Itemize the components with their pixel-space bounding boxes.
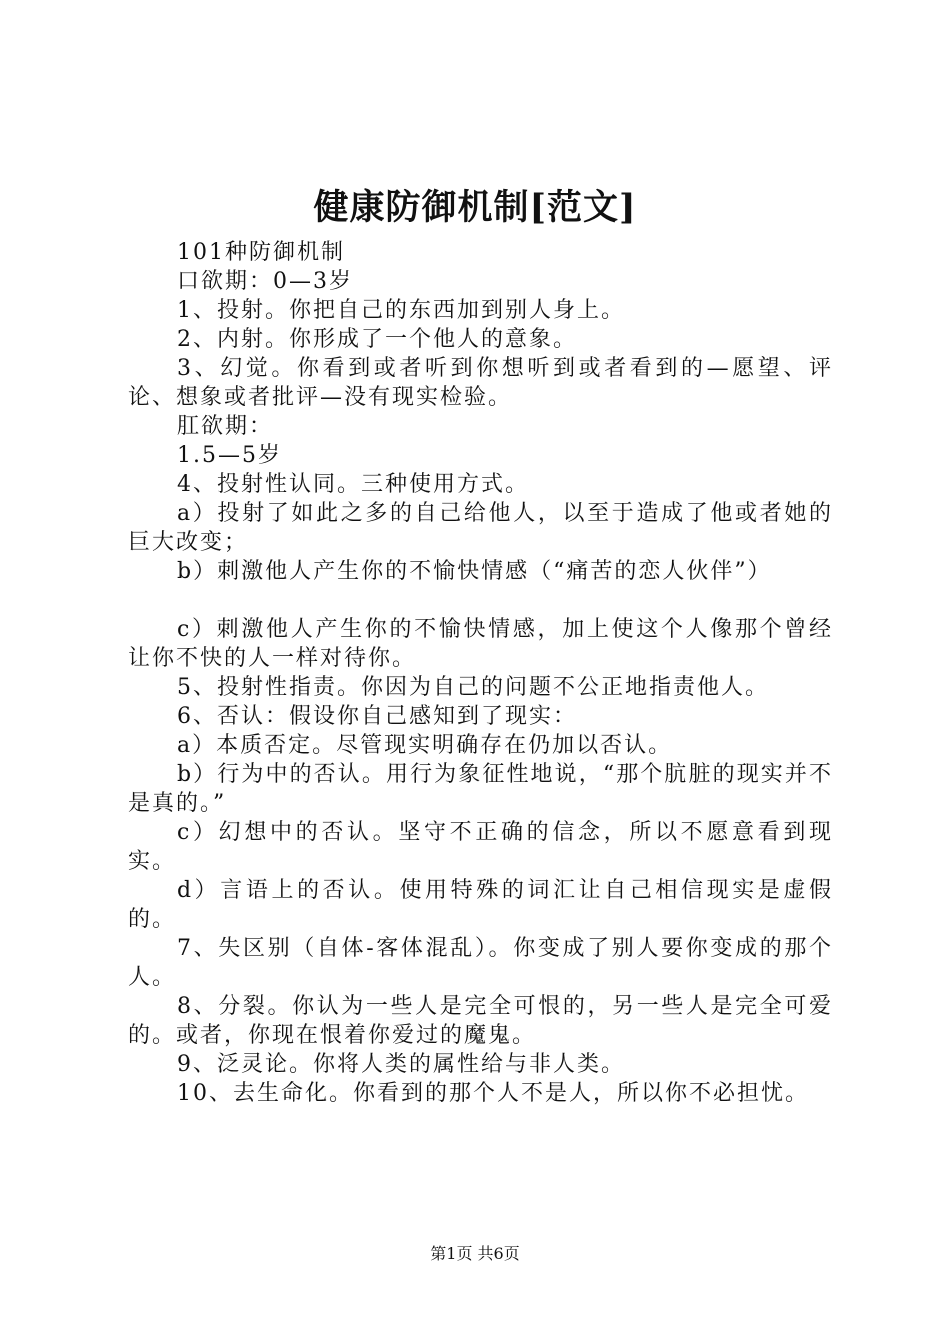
paragraph: c）刺激他人产生你的不愉快情感，加上使这个人像那个曾经让你不快的人一样对待你。 <box>128 617 833 671</box>
document-title: 健康防御机制[范文] <box>313 187 637 228</box>
paragraph: 101种防御机制 <box>177 240 345 265</box>
paragraph: 1、投射。你把自己的东西加到别人身上。 <box>177 298 625 323</box>
paragraph: b）行为中的否认。用行为象征性地说，“那个肮脏的现实并不是真的。” <box>128 762 833 816</box>
paragraph: 3、幻觉。你看到或者听到你想听到或者看到的—愿望、评论、想象或者批评—没有现实检验。 <box>128 356 833 410</box>
paragraph: 9、泛灵论。你将人类的属性给与非人类。 <box>177 1052 625 1077</box>
paragraph: 5、投射性指责。你因为自己的问题不公正地指责他人。 <box>177 675 769 700</box>
paragraph: b）刺激他人产生你的不愉快情感（“痛苦的恋人伙伴”） <box>177 559 772 584</box>
paragraph: a）本质否定。尽管现实明确存在仍加以否认。 <box>177 733 673 758</box>
paragraph: 10、去生命化。你看到的那个人不是人，所以你不必担忧。 <box>177 1081 809 1106</box>
page-footer: 第1页 共6页 <box>430 1244 520 1263</box>
paragraph: 1.5—5岁 <box>177 443 282 468</box>
paragraph: c）幻想中的否认。坚守不正确的信念，所以不愿意看到现实。 <box>128 820 833 874</box>
paragraph: 肛欲期： <box>177 414 274 439</box>
paragraph: 8、分裂。你认为一些人是完全可恨的，另一些人是完全可爱的。或者，你现在恨着你爱过的魔鬼。 <box>128 994 833 1048</box>
document-body <box>128 238 833 1108</box>
paragraph: 7、失区别（自体-客体混乱）。你变成了别人要你变成的那个人。 <box>128 936 833 990</box>
paragraph: 6、否认：假设你自己感知到了现实： <box>177 704 577 729</box>
paragraph: d）言语上的否认。使用特殊的词汇让自己相信现实是虚假的。 <box>128 878 833 932</box>
paragraph: 2、内射。你形成了一个他人的意象。 <box>177 327 577 352</box>
paragraph: 4、投射性认同。三种使用方式。 <box>177 472 529 497</box>
paragraph: a）投射了如此之多的自己给他人，以至于造成了他或者她的巨大改变； <box>128 501 833 555</box>
paragraph: 口欲期：0—3岁 <box>177 269 353 294</box>
